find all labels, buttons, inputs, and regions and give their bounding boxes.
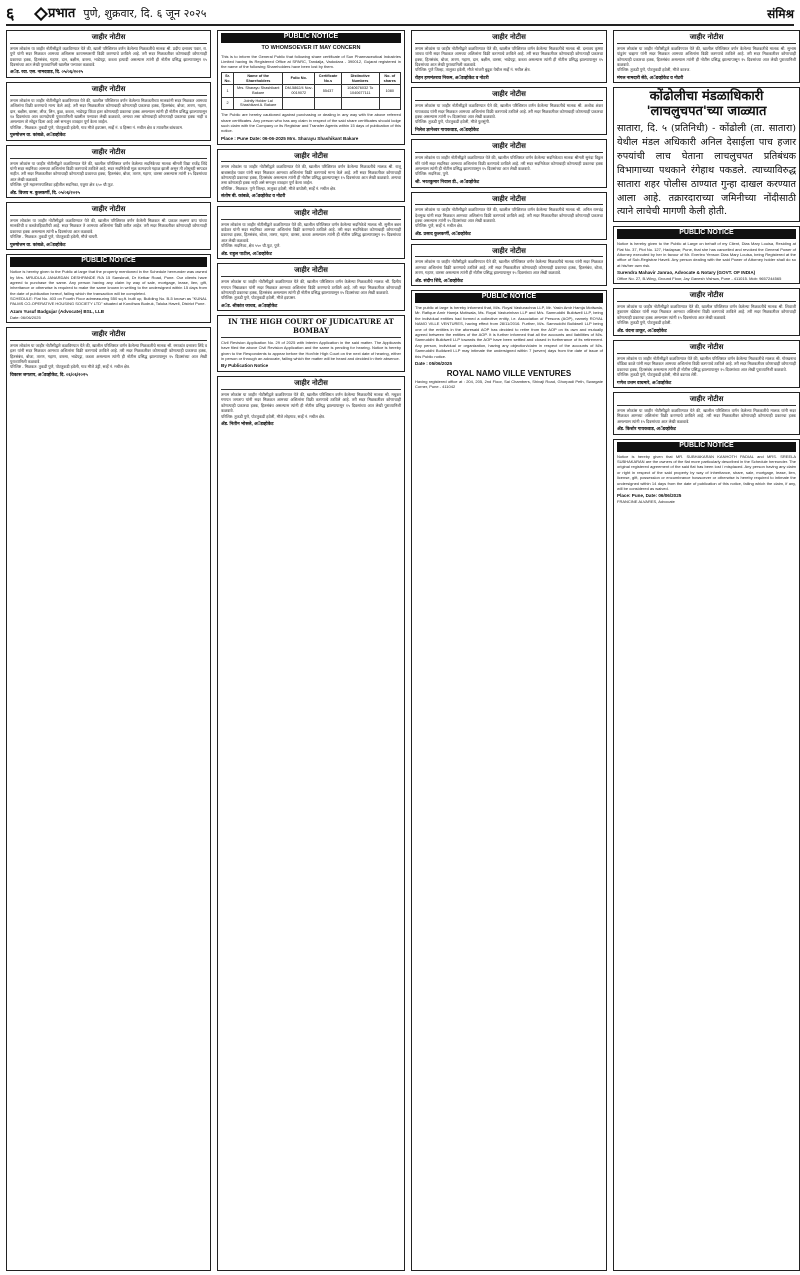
notice-ad — [411, 192, 607, 240]
notice-body: तमाम लोकांस या जाहीर नोटीसीद्वारे कळविण्यात येते की, खालील परिशिष्टात वर्णन केलेल्या मिळकतीचे मालक श्री. रमाकांत दत्तात्रय शिंदे व इतर यांनी सदर मिळकत आमच्या अशिलांना विक्री करण्याचे ठरविले आहे. तरी सदर मिळकतीवर कोणाचाही कोणत्याही प्रकारचा हक्क, हितसंबंध, बोजा, तारण, गहाण, वारसा, भाडेपट्टा, कब्जा असल्यास त्यांनी ही नोटीस प्रसिद्ध झाल्यापासून १५ दिवसांच्या आत लेखी पुराव्यानिशी कळवावे. परिशिष्ट - मिळकत: तुकडी पुणे, पोटतुकडी हवेली, गाव मौजे उंड्री, सर्व्हे नं. मधील क्षेत्र. — [10, 342, 207, 370]
notice-heading: जाहीर नोटीस — [10, 330, 207, 341]
notice-ad — [613, 288, 800, 336]
notice-heading: PUBLIC NOTICE — [617, 229, 796, 239]
notice-heading: जाहीर नोटीस — [10, 85, 207, 96]
notice-heading: PUBLIC NOTICE — [415, 293, 603, 303]
notice-body: तमाम लोकांस या जाहीर नोटीसीद्वारे कळविण्यात येते की, खालील परिशिष्टात वर्णन केलेल्या मिळकतीच्या मालकांनी सदर मिळकत आमच्या अशिलांना विक्री करण्याचे मान्य केले आहे. तरी सदर मिळकतीवर कोणाचाही कोणत्याही प्रकारचा हक्क, हितसंबंध, बोजा, तारण, गहाण, दान, बक्षीस, वारसा, लीज, लिन, कुळ, कब्जा, भाडेपट्टा किंवा इतर कोणत्याही प्रकारचा हक्क असल्यास त्यांनी ही नोटीस प्रसिद्ध झाल्यापासून १४ दिवसांच्या आत कागदोपत्री पुराव्यानिशी खालील पत्त्यावर लेखी कळवावे, अन्यथा तसा कोणाचाही कोणत्याही प्रकारचा हक्क नाही व असल्यास तो सोडून दिला आहे असे समजून व्यवहार पूर्ण केला जाईल. परिशिष्ट - मिळकत: तुकडी पुणे, पोटतुकडी हवेली, गाव मौजे हडपसर, सर्व्हे नं. व हिस्सा नं. मधील क्षेत्र व त्यावरील बांधकाम. — [10, 97, 207, 130]
notice-signature: ॲड. प्रसाद कुलकर्णी, अॅडव्होकेट — [415, 230, 471, 236]
notice-ad — [217, 376, 405, 1271]
table-header: No. of shares — [379, 72, 400, 84]
notice-body: तमाम लोकांस या जाहीर नोटीसीद्वारे कळविण्यात येते की, खालील परिशिष्टात वर्णन केलेल्या मिळकतीचे मालक यांनी सदर मिळकत आमच्या अशिलांना विक्री करण्याचे ठरविले आहे. तरी सदर मिळकतीवर कोणाचाही कोणत्याही प्रकारचा हक्क असल्यास त्यांनी १५ दिवसांच्या आत लेखी कळवावे. — [617, 408, 798, 424]
notice-ad — [411, 139, 607, 187]
notice-body: तमाम लोकांस या जाहीर नोटीसीद्वारे कळविण्यात येते की, खालील परिशिष्टात वर्णन केलेल्या मिळकतीचे मालक श्री. दत्तात्रय कृष्णा जाधव यांनी सदर मिळकत आमच्या अशिलांना विक्री करण्याचे ठरविले आहे. तरी सदर मिळकतीवर कोणाचाही कोणत्याही प्रकारचा हक्क, हितसंबंध, बोजा, तारण, गहाण, दान, बक्षीस, वारसा, भाडेपट्टा, कब्जा असल्यास त्यांनी ही नोटीस प्रसिद्ध झाल्यापासून १५ दिवसांच्या आत लेखी पुराव्यानिशी कळवावे. परिशिष्ट: पुणे जिल्हा, तालुका हवेली, मौजे मांजरी बुद्रुक येथील सर्व्हे नं. मधील क्षेत्र. — [415, 45, 603, 73]
notice-body: तमाम लोकांस या जाहीर नोटीसीद्वारे कळविण्यात येते की, खालील परिशिष्टात वर्णन केलेल्या मिळकतीचे मालक श्री. अशोक शंकर गायकवाड यांनी सदर मिळकत आमच्या अशिलांना विक्री करण्याचे ठरविले आहे. तरी सदर मिळकतीवर कोणाचाही कोणत्याही प्रकारचा हक्क असल्यास त्यांनी १५ दिवसांच्या आत लेखी कळवावे. परिशिष्ट: तुकडी पुणे, पोटतुकडी हवेली, मौजे फुरसुंगी. — [415, 103, 603, 125]
notice-signature: ॲड. नितीन भोसले, अॅडव्होकेट — [221, 420, 274, 426]
notice-firm-name: ROYAL NAMO VILLE VENTURES — [446, 368, 572, 378]
notice-heading: जाहीर नोटीस — [617, 291, 796, 302]
notice-address: Date: 06/06/2025 — [10, 314, 41, 320]
notice-signature: ॲड. वंदना ठाकूर, अॅडव्होकेट — [617, 327, 667, 333]
table-cell: Jointly Holder Lal Shashikant A. Bakare — [234, 97, 283, 109]
table-row — [222, 97, 401, 109]
table-cell: DM-5862/4 Nov-0019072 — [283, 85, 315, 97]
notice-ad — [613, 340, 800, 388]
article-headline: कोंढोलीचा मंडळाधिकारी 'लाचलुचपत'च्या जाळ्यात — [646, 89, 767, 119]
notice-body: तमाम लोकांस या जाहीर नोटीसीद्वारे कळविण्यात येते की, खालील परिशिष्टात वर्णन केलेल्या मिळकतीचे मालक श्री. राजू बाबासाहेब पवार यांनी सदर मिळकत आमच्या अशिलांना विक्री करण्याचे मान्य केले आहे. तरी सदर मिळकतीवर कोणाचाही कोणत्याही प्रकारचा हक्क, हितसंबंध असल्यास त्यांनी ही नोटीस प्रसिद्ध झाल्यापासून १५ दिवसांच्या आत लेखी कळवावे. अन्यथा तसा कोणताही हक्क नाही असे समजून व्यवहार पूर्ण केला जाईल. परिशिष्ट - मिळकत: पुणे जिल्हा, तालुका हवेली, मौजे वाघोली, सर्व्हे नं. मधील क्षेत्र. — [221, 164, 401, 191]
notice-ad — [6, 202, 211, 250]
notice-signature: ॲड. किशोर गायकवाड, अॅडव्होकेट — [617, 426, 676, 432]
notice-signature: Azam Yusuf Badgujar (Advocate) BSL, LLB — [10, 308, 105, 314]
notice-heading: जाहीर नोटीस — [415, 142, 603, 153]
notice-signature: मंगल नामदारी सेठे, अॅडव्होकेट व नोटरी — [617, 74, 684, 80]
notice-heading: जाहीर नोटीस — [617, 395, 796, 406]
table-cell: 1080 — [379, 85, 400, 97]
notice-heading: जाहीर नोटीस — [221, 209, 401, 220]
notice-address: Having registered office at : 204, 205, 2nd Floor, Sai Chambers, Shivaji Road, Ghorpadi Peth, Swargate Corner, Pune - 411042 — [415, 378, 605, 390]
notice-ad — [613, 392, 800, 435]
notice-signature: By Publication Notice — [221, 363, 269, 369]
notice-ad — [613, 226, 800, 284]
notice-body: Notice is hereby given to the Public at large that the property mentioned in the Schedule hereunder was owned by Mrs. MRUDULA JANARDAN DESHPANDE R/A 15 Sanskruti, Dr Ketkar Road, Pune. Our clients have agreed to purchase the same. Any person having any claim by way of sale, mortgage, lease, lien, gift, inheritance or otherwise is required to make the same known in writing to the undersigned within 15 days from the date of publication hereof, failing which the transaction will be completed. SCHEDULE: Flat No. 403 on Fourth Floor admeasuring 550 sq.ft. built up, Building No. B-5 known as "KUNAL PALMS CO-OPERATIVE HOUSING SOCIETY LTD" situated at Kondhwa Budruk, Taluka Haveli, District Pune. — [10, 269, 207, 307]
shares-table — [221, 72, 401, 110]
notice-address: Office No. 27, B-Wing, Ground Floor, Jay Ganesh Vishwa, Pune - 411015. Mob: 9657244565 — [617, 275, 782, 281]
table-header: Name of the Shareholders — [234, 72, 283, 84]
notice-heading: जाहीर नोटीस — [415, 195, 603, 206]
notice-body: This is to inform the General Public that following share certificate of Sun Pharmaceutical Industries Limited having its Registered Office at SPARC, Tandalja, Vadodara - 390012, Gujarat registered in the name of the following Shareholders have been lost by them. — [221, 53, 403, 70]
newspaper-logo — [36, 6, 75, 22]
logo-text: प्रभात — [48, 5, 76, 21]
notice-body: तमाम लोकांस या जाहीर नोटीसीद्वारे कळविण्यात येते की, खालील परिशिष्टात वर्णन केलेल्या मिळकतीचे मालक श्री. दिलीप गणपत निंबाळकर यांनी सदर मिळकत आमच्या अशिलांना विक्री करण्याचे ठरविले आहे. तरी सदर मिळकतीवर कोणाचाही कोणत्याही प्रकारचा हक्क, हितसंबंध असल्यास त्यांनी ही नोटीस प्रसिद्ध झाल्यापासून १५ दिवसांच्या आत लेखी कळवावे. परिशिष्ट: तुकडी पुणे, पोटतुकडी हवेली, मौजे हडपसर. — [221, 279, 401, 301]
notice-body: Civil Revision Application No. 29 of 2025 with Interim Application in the said matter. The Applicants have filed the above Civil Revision Application and the same is pending for hearing. Notice is hereby given to the Respondents to appear before the Hon'ble High Court on the next date of hearing, either in person or through an advocate, failing which the matter will be heard and decided in their absence. — [221, 339, 403, 362]
notice-body: तमाम लोकांस या जाहीर नोटीसीद्वारे कळविण्यात येते की, खालील परिशिष्टात वर्णन केलेल्या सदनिकेच्या मालक श्रीमती सुनंदा विठ्ठल मोरे यांनी सदर सदनिका आमच्या अशिलांना विक्री करण्याचे ठरविले आहे. तरी सदर सदनिकेवर कोणाचाही कोणत्याही प्रकारचा हक्क असल्यास त्यांनी ही नोटीस प्रसिद्ध झाल्यापासून १५ दिवसांच्या आत लेखी कळवावे. परिशिष्ट: सदनिका, पुणे. — [415, 155, 603, 177]
table-header: Certificate No.s — [315, 72, 341, 84]
notice-heading: IN THE HIGH COURT OF JUDICATURE AT BOMBAY — [221, 318, 401, 338]
notice-signature: संतोष बी. कांबळे, अॅडव्होकेट व नोटरी — [221, 193, 286, 199]
notice-signature: अॅड. रवा. एस. नामदवाड, दि. ०५/०६/२०२५ — [10, 69, 84, 75]
notice-signature: Place: Pune, Date: 06/06/2025 — [617, 493, 682, 499]
notice-heading: जाहीर नोटीस — [10, 33, 207, 44]
notice-ad — [411, 87, 607, 135]
notice-heading: जाहीर नोटीस — [10, 205, 207, 216]
notice-address: FRANCINE ALVARES, Advocate — [617, 499, 675, 505]
notice-body: तमाम लोकांस या जाहीर नोटीसीद्वारे कळविण्यात येते की, खालील परिशिष्टात वर्णन केलेल्या सदनिकेच्या मालक श्रीमती विद्या राजेंद्र शिंदे यांनी सदर सदनिका आमच्या अशिलांना विक्री करण्याचे ठरविले आहे. सदर सदनिकेची मूळ कागदपत्रे गहाळ झाली असून ती शोधूनही सापडत नाहीत. तरी सदर मिळकतीवर कोणाचाही कोणत्याही प्रकारचा हक्क, हितसंबंध, बोजा, तारण, गहाण, वारसा असल्यास त्यांनी १५ दिवसांच्या आत लेखी कळवावे. परिशिष्ट: पुणे महानगरपालिका हद्दीतील सदनिका, एकूण क्षेत्र ६५० चौ.फूट. — [10, 160, 207, 188]
page-number: ६ — [6, 4, 15, 23]
notice-body: Notice is hereby given that MR. SUBHAKARAN KANHOTH PADIAL and MRS. SREELA SUBHAKARAN are the owners of the flat more particularly described in the Schedule hereunder. The original registered agreement of the said flat has been lost / misplaced. Any person having any claim or right in respect of the said property by way of inheritance, share, sale, mortgage, lease, lien, license, gift, possession or encumbrance howsoever or otherwise is hereby required to intimate the undersigned within 14 days from the date of publication of this notice, failing which the claim, if any, will be considered as waived. — [617, 453, 798, 492]
table-cell — [341, 97, 379, 109]
masthead — [6, 4, 794, 26]
notice-signature: गणेश उत्तम वाघमारे, अॅडव्होकेट — [617, 379, 672, 385]
notice-heading: जाहीर नोटीस — [221, 379, 401, 390]
notice-heading: PUBLIC NOTICE — [221, 33, 401, 43]
notice-heading: PUBLIC NOTICE — [10, 257, 207, 267]
notice-ad — [217, 263, 405, 311]
table-cell — [315, 97, 341, 109]
dateline: पुणे, शुक्रवार, दि. ६ जून २०२५ — [83, 7, 207, 21]
notice-signature: पुरुषोत्तम वा. कांबळे, अॅडव्होकेट — [10, 241, 66, 247]
notice-ad — [411, 30, 607, 83]
notice-ad — [6, 82, 211, 141]
notice-body: तमाम लोकांस या जाहीर नोटीसीद्वारे कळविण्यात येते की, खालील परिशिष्टात वर्णन केलेल्या मिळकतीचे मालक श्री. मधुकर गणपत जगताप यांनी सदर मिळकत आमच्या अशिलांना विक्री करण्याचे ठरविले आहे. तरी सदर मिळकतीवर कोणाचाही कोणत्याही प्रकारचा हक्क, हितसंबंध असल्यास त्यांनी ही नोटीस प्रसिद्ध झाल्यापासून १५ दिवसांच्या आत लेखी पुराव्यानिशी कळवावे. परिशिष्ट: तुकडी पुणे, पोटतुकडी हवेली, मौजे लोहगाव, सर्व्हे नं. मधील क्षेत्र. — [221, 391, 401, 419]
notice-signature: निलेश ज्ञानेश्वर गायकवाड, अॅडव्होकेट — [415, 126, 479, 132]
notice-heading: जाहीर नोटीस — [617, 33, 796, 44]
column-3 — [411, 30, 607, 1271]
column-2 — [217, 30, 405, 1271]
table-cell — [283, 97, 315, 109]
notice-signature: Surendra Mahavir Janrao, Advocate & Notary (GOVT. OF INDIA) — [617, 270, 756, 276]
notice-ad — [411, 290, 607, 1271]
table-cell: 1040676032 To 1040677111 — [341, 85, 379, 97]
column-1 — [6, 30, 211, 1271]
article-body: सातारा, दि. ५ (प्रतिनिधी) - कोंढोली (ता. सातारा) येथील मंडल अधिकारी अनिल देसाईला पाच हजार रुपयांची लाच घेताना लाचलुचपत प्रतिबंधक विभागाच्या पथकाने रंगेहाथ पकडले. त्याच्याविरुद्ध सातारा शहर पोलीस ठाण्यात गुन्हा दाखल करण्यात आला आहे. तक्रारदाराच्या जमिनीच्या नोंदीसाठी त्याने लाचेची मागणी केली होती. — [617, 123, 796, 218]
notice-ad — [6, 30, 211, 78]
notice-heading: PUBLIC NOTICE — [617, 442, 796, 452]
notice-heading: जाहीर नोटीस — [415, 33, 603, 44]
notice-signature: ॲड. संदीप शिंदे, अॅडव्होकेट — [415, 277, 463, 283]
notice-heading: जाहीर नोटीस — [221, 152, 401, 163]
table-cell: Mrs. Sharayu Shashikant Bakare — [234, 85, 283, 97]
notice-heading: जाहीर नोटीस — [617, 343, 796, 354]
news-article — [613, 87, 800, 222]
table-header: Folio No. — [283, 72, 315, 84]
notice-ad — [217, 30, 405, 145]
notice-ad — [613, 30, 800, 83]
notice-body: तमाम लोकांस या जाहीर नोटीसीद्वारे कळविण्यात येते की, खालील परिशिष्टात वर्णन केलेल्या मिळकतीचे मालक यांनी सदर मिळकत आमच्या अशिलांना विक्री करण्याचे ठरविले आहे. तरी सदर मिळकतीवर कोणाचाही कोणत्याही प्रकारचा हक्क, हितसंबंध, बोजा, तारण, गहाण, वारसा असल्यास त्यांनी ही नोटीस प्रसिद्ध झाल्यापासून १५ दिवसांच्या आत लेखी कळवावे. — [415, 259, 605, 276]
notice-heading: जाहीर नोटीस — [10, 148, 207, 159]
notice-body: तमाम लोकांस या जाहीर नोटीसीद्वारे कळविण्यात येते की, खाली परिशिष्टात वर्णन केलेल्या मिळकतीचे मालक श्री. प्रदीप दत्तात्रय पवार, रा. पुणे यांनी सदर मिळकत आमच्या अशिलास कायमस्वरूपी विक्री करण्याचे ठरविले आहे. तरी सदर मिळकतीवर कोणाचाही कोणत्याही प्रकारचा हक्क, हितसंबंध, गहाण, दान, बक्षीस, वारसा, भाडेपट्टा, कब्जा इत्यादी असल्यास त्यांनी ही नोटीस प्रसिद्ध झाल्यापासून १५ दिवसांच्या आत लेखी पुराव्यानिशी खालील पत्त्यावर कळवावे. — [10, 45, 209, 67]
section-name: संमिश्र — [767, 6, 794, 21]
page-columns — [6, 30, 798, 1271]
notice-ad — [6, 254, 211, 323]
notice-signature: पुरुषोत्तम वा. कांबळे, अॅडव्होकेट — [10, 132, 66, 138]
logo-diamond-icon — [34, 7, 48, 21]
notice-signature: विकास जगताप, अॅडव्होकेट, दि. ०६/०६/२०२५ — [10, 371, 88, 377]
notice-body: तमाम लोकांस या जाहीर नोटीसीद्वारे कळविण्यात येते की, खालील परिशिष्टात वर्णन केलेल्या मिळकतीचे मालक श्री. सुभाष पांडुरंग चव्हाण यांनी सदर मिळकत आमच्या अशिलांना विक्री करण्याचे ठरविले आहे. तरी सदर मिळकतीवर कोणाचाही कोणत्याही प्रकारचा हक्क, हितसंबंध असल्यास त्यांनी ही नोटीस प्रसिद्ध झाल्यापासून १५ दिवसांच्या आत लेखी पुराव्यानिशी कळवावे. परिशिष्ट: तुकडी पुणे, पोटतुकडी हवेली, मौजे कात्रज. — [617, 45, 796, 73]
table-header: Sr. No. — [222, 72, 234, 84]
notice-ad — [217, 206, 405, 259]
notice-body: तमाम लोकांस या जाहीर नोटीसीद्वारे कळविण्यात येते की, खालील परिशिष्टात वर्णन केलेली मिळकत श्री. प्रकाश लक्ष्मण वाघ यांच्या मालकीची व कब्जेवहिवाटीची आहे. सदर मिळकत ते आमच्या अशिलांना विक्री करीत आहेत. तरी सदर मिळकतीवर कोणाचाही कोणत्याही प्रकारचा हक्क असल्यास त्यांनी ७ दिवसांच्या आत कळवावे. परिशिष्ट - मिळकत: तुकडी पुणे, पोटतुकडी हवेली, मौजे धायरी. — [10, 218, 207, 240]
notice-heading: जाहीर नोटीस — [221, 266, 401, 277]
notice-heading: जाहीर नोटीस — [415, 90, 603, 101]
notice-body: तमाम लोकांस या जाहीर नोटीसीद्वारे कळविण्यात येते की, खालील परिशिष्टात वर्णन केलेल्या सदनिकेचे मालक श्री. सुनील बबन वाडेकर यांनी सदर सदनिका आमच्या अशिलांना विक्री करण्याचे ठरविले आहे. तरी सदर सदनिकेवर कोणाचाही कोणत्याही प्रकारचा हक्क, हितसंबंध, बोजा, तारण, गहाण, वारसा, कब्जा असल्यास त्यांनी ही नोटीस प्रसिद्ध झाल्यापासून १५ दिवसांच्या आत लेखी कळवावे. परिशिष्ट: सदनिका, क्षेत्र ५५० चौ.फूट, पुणे. — [221, 221, 401, 249]
table-header: Distinctive Numbers — [341, 72, 379, 84]
notice-ad — [6, 327, 211, 1271]
notice-body: Notice is hereby given to the Public at Large on behalf of my Client, Dias Mary Louisa, Residing at Flat No. 37, Plot No. 127, Hadapsar, Pune, that she has cancelled and revoked the General Power of Attorney executed by her in favour of Mr. Everleo Yenson Dias Mary Louisa, being Registered at the office of Sub-Registrar Haveli. Any person dealing with the said Power of Attorney holder shall do so at his/her own risk. — [617, 241, 798, 268]
notice-subheading: TO WHOMSOEVER IT MAY CONCERN — [261, 44, 361, 51]
notice-signature: ॲड. राहुल पाटील, अॅडव्होकेट — [221, 250, 272, 256]
notice-body: तमाम लोकांस या जाहीर नोटीसीद्वारे कळविण्यात येते की, खालील परिशिष्टात वर्णन केलेल्या मिळकतीचे मालक श्री. शिवाजी तुकाराम खेडेकर यांनी सदर मिळकत आमच्या अशिलांना विक्री करण्याचे ठरविले आहे. तरी सदर मिळकतीवर कोणाचाही कोणत्याही प्रकारचा हक्क असल्यास त्यांनी १५ दिवसांच्या आत लेखी कळवावे. परिशिष्ट: तुकडी पुणे, पोटतुकडी हवेली. — [617, 303, 796, 326]
table-cell: 55437 — [315, 85, 341, 97]
notice-signature: अॅड. श्रीकांत जाधव, अॅडव्होकेट — [221, 302, 278, 308]
notice-ad — [613, 439, 800, 1271]
notice-ad — [411, 244, 607, 287]
notice-body-continued: The Public are hereby cautioned against purchasing or dealing in any way with the above referred share certificates. Any person who has any claim in respect of the said share certificates should lodge such claim with the Company or its Registrar and Transfer Agents within 15 days of publication of this notice. — [221, 112, 403, 134]
notice-body: तमाम लोकांस या जाहीर नोटीसीद्वारे कळविण्यात येते की, खालील परिशिष्टात वर्णन केलेल्या मिळकतीचे मालक श्री. गोरखनाथ धोंडिबा काळे यांनी सदर मिळकत आमच्या अशिलांना विक्री करण्याचे ठरविले आहे. तरी सदर मिळकतीवर कोणाचाही कोणत्याही प्रकारचा हक्क, हितसंबंध असल्यास त्यांनी ही नोटीस प्रसिद्ध झाल्यापासून १५ दिवसांच्या आत लेखी पुराव्यानिशी कळवावे. परिशिष्ट: तुकडी पुणे, पोटतुकडी हवेली, मौजे वडगाव शेरी. — [617, 356, 796, 378]
notice-signature: श्री. भरतकुमार निवास डी., अॅडव्होकेट — [415, 178, 480, 184]
table-cell: 2 — [222, 97, 234, 109]
notice-ad — [217, 149, 405, 202]
table-cell — [379, 97, 400, 109]
notice-signature: Place : Pune Date: 06-06-2025 Mrs. Sharayu Shashikant Bakare — [221, 135, 359, 141]
column-4 — [613, 30, 800, 1271]
notice-signature: रोहन हणमंतराव निकम, अॅडव्होकेट व नोटरी — [415, 74, 489, 80]
table-row — [222, 85, 401, 97]
notice-ad — [6, 145, 211, 198]
notice-signature: Date : 05/06/2025 — [415, 360, 453, 366]
table-cell: 1 — [222, 85, 234, 97]
notice-ad — [217, 315, 405, 372]
notice-body: The public at large is hereby informed that, M/s. Royal Vasturachna LLP, Mr. Yasin Amir Hamja Motiwala, Mr. Rafique Amir Hamja Motiwala, Ms. Royal Vasturinhan LLP and M/s. Samruddhi Buildwell LLP, being the individual entities had formed a collective entity, i.e. Association of Persons (AOP), namely ROYAL NAMO VILLE VENTURES, having effect from 28/11/2016. Further, M/s. Samruddhi Buildwell LLP being one of the entities in the aforesaid AOP has decided to retire from the AOP on its own and mutually agreed between the entities of the AOP. It is further informed that all the accounts and liabilities of M/s. Samruddhi Buildwell LLP towards the AOP have been settled and closed in furtherance of its retirement. Any person, individual or organization, having any objection/claim in respect of the accounts of M/s. Samruddhi Buildwell LLP may intimate the undersigned within 7 (seven) days from the date of issue of this Public notice. — [415, 304, 605, 359]
notice-heading: जाहीर नोटीस — [415, 247, 603, 258]
notice-body: तमाम लोकांस या जाहीर नोटीसीद्वारे कळविण्यात येते की, खालील परिशिष्टात वर्णन केलेल्या मिळकतीचे मालक श्री. अनिल रामचंद्र देशमुख यांनी सदर मिळकत आमच्या अशिलांना विक्री करण्याचे ठरविले आहे. तरी सदर मिळकतीवर कोणाचाही कोणत्याही प्रकारचा हक्क असल्यास त्यांनी १५ दिवसांच्या आत लेखी कळवावे. परिशिष्ट: पुणे, सर्व्हे नं. मधील क्षेत्र. — [415, 207, 603, 229]
notice-signature: अ‍ॅड. विजय म. कुलकर्णी, दि. ०५/०६/२०२५ — [10, 189, 80, 195]
